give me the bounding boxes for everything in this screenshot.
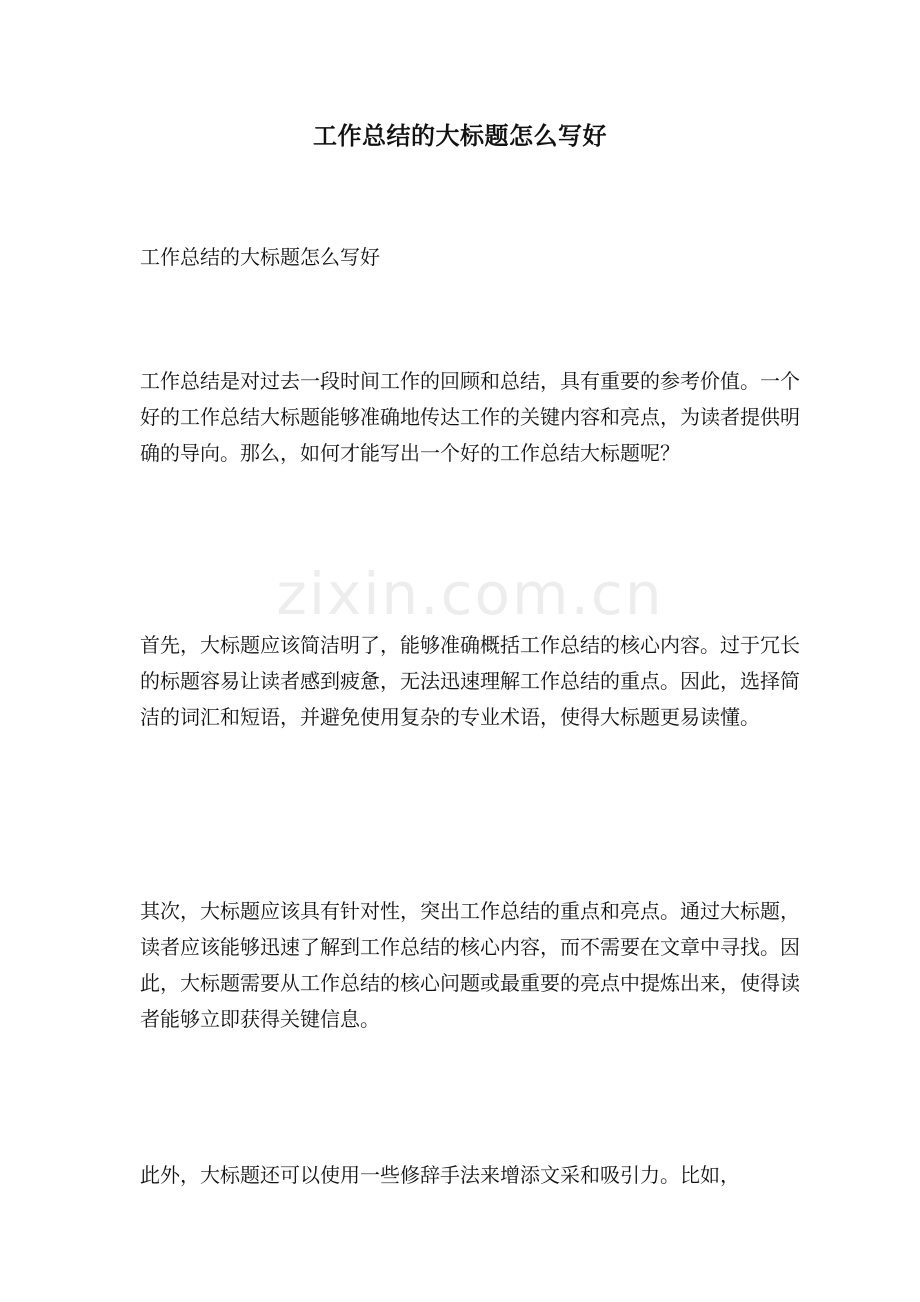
body-paragraph: 首先，大标题应该简洁明了，能够准确概括工作总结的核心内容。过于冗长的标题容易让读者感到疲惫，无法迅速理解工作总结的重点。因此，选择简洁的词汇和短语，并避免使用复杂的专业术语，使得大标题更易读懂。 (140, 633, 800, 729)
body-paragraph: 其次，大标题应该具有针对性，突出工作总结的重点和亮点。通过大标题，读者应该能够迅速了解到工作总结的核心内容，而不需要在文章中寻找。因此，大标题需要从工作总结的核心问题或最重要的亮点中提炼出来，使得读者能够立即获得关键信息。 (140, 899, 800, 1031)
document-subtitle: 工作总结的大标题怎么写好 (140, 245, 380, 269)
body-paragraph: 此外，大标题还可以使用一些修辞手法来增添文采和吸引力。比如， (140, 1163, 740, 1187)
document-title: 工作总结的大标题怎么写好 (313, 121, 607, 150)
watermark-text: zixin.com.cn (276, 560, 664, 628)
body-paragraph: 工作总结是对过去一段时间工作的回顾和总结，具有重要的参考价值。一个好的工作总结大标题能够准确地传达工作的关键内容和亮点，为读者提供明确的导向。那么，如何才能写出一个好的工作总结大标题呢？ (140, 369, 800, 465)
